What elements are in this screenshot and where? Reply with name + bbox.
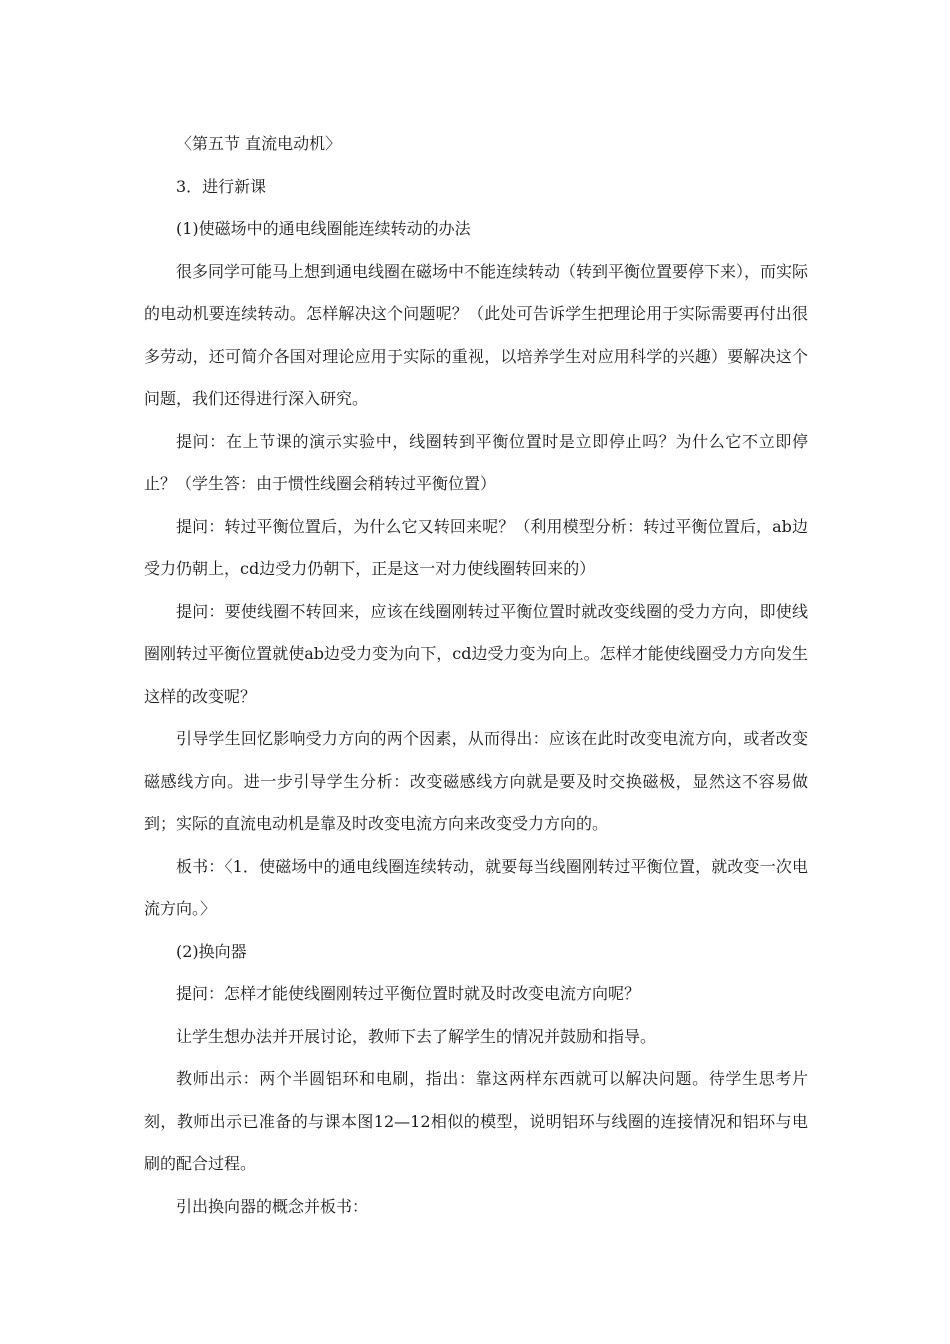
paragraph-introduction: 很多同学可能马上想到通电线圈在磁场中不能连续转动（转到平衡位置要停下来），而实际的电动机要连续转动。怎样解决这个问题呢？（此处可告诉学生把理论用于实际需要再付出很多劳动，还可简介各国对理论应用于实际的重视，以培养学生对应用科学的兴趣）要解决这个问题，我们还得进行深入研究。 <box>144 261 809 408</box>
paragraph-board-note-1: 板书：〈1．使磁场中的通电线圈连续转动，就要每当线圈刚转过平衡位置，就改变一次电流方向。〉 <box>144 856 808 918</box>
paragraph-board-note-2: 引出换向器的概念并板书： <box>176 1196 369 1216</box>
paragraph-discussion: 让学生想办法并开展讨论，教师下去了解学生的情况并鼓励和指导。 <box>176 1026 657 1046</box>
paragraph-question-3: 提问：要使线圈不转回来，应该在线圈刚转过平衡位置时就改变线圈的受力方向，即使线圈刚转过平衡位置就使ab边受力变为向下，cd边受力变为向上。怎样才能使线圈受力方向发生这样的改变呢？ <box>144 601 808 706</box>
paragraph-demonstration: 教师出示：两个半圆铝环和电刷，指出：靠这两样东西就可以解决问题。待学生思考片刻，教师出示已准备的与课本图12—12相似的模型，说明铝环与线圈的连接情况和铝环与电刷的配合过程。 <box>144 1069 808 1173</box>
subsection-heading-commutator: (2)换向器 <box>176 941 247 961</box>
paragraph-question-1: 提问：在上节课的演示实验中，线圈转到平衡位置时是立即停止吗？为什么它不立即停止？（学生答：由于惯性线圈会稍转过平衡位置） <box>144 431 808 493</box>
document-body <box>144 123 808 1228</box>
subsection-heading: (1)使磁场中的通电线圈能连续转动的办法 <box>176 219 471 238</box>
step-heading: 3．进行新课 <box>176 176 267 196</box>
paragraph-guidance: 引导学生回忆影响受力方向的两个因素，从而得出：应该在此时改变电流方向，或者改变磁感线方向。进一步引导学生分析：改变磁感线方向就是要及时交换磁极，显然这不容易做到；实际的直流电动机是靠及时改变电流方向来改变受力方向的。 <box>144 729 808 833</box>
paragraph-question-4: 提问：怎样才能使线圈刚转过平衡位置时就及时改变电流方向呢？ <box>176 984 641 1003</box>
paragraph-question-2: 提问：转过平衡位置后，为什么它又转回来呢？（利用模型分析：转过平衡位置后，ab边受力仍朝上，cd边受力仍朝下，正是这一对力使线圈转回来的） <box>144 516 808 578</box>
section-heading: 〈第五节 直流电动机〉 <box>176 134 342 153</box>
